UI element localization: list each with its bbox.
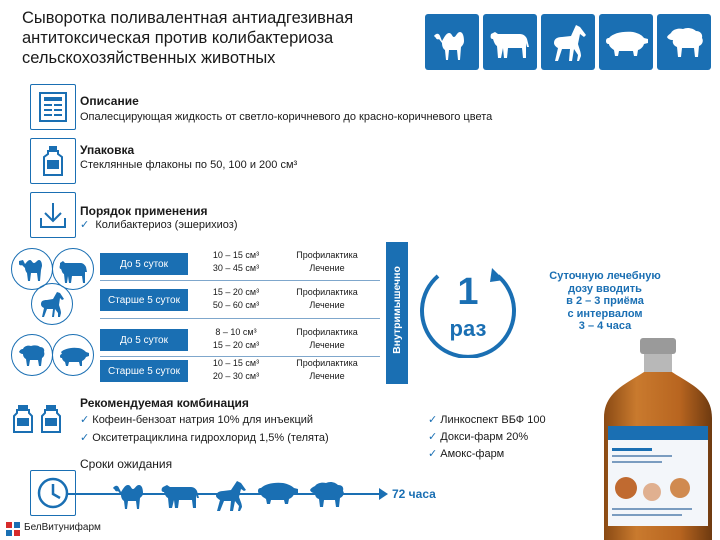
combination-header: Рекомендуемая комбинация bbox=[80, 396, 249, 410]
foal-icon bbox=[31, 283, 73, 325]
dose-3-treatment: 15 – 20 см³ bbox=[212, 340, 260, 350]
dose-2 bbox=[196, 286, 276, 312]
dosing-note-line-1: Суточную лечебную bbox=[549, 270, 661, 282]
packaging-header: Упаковка bbox=[80, 143, 135, 157]
horse-icon bbox=[541, 14, 595, 70]
purpose-1 bbox=[285, 249, 369, 275]
cow-icon bbox=[483, 14, 537, 70]
usage-item-text: Колибактериоз (эшерихиоз) bbox=[95, 219, 238, 231]
dosing-note-line-3: в 2 – 3 приёма bbox=[566, 295, 644, 307]
company-logo-icon bbox=[6, 522, 20, 536]
dose-3-prophylaxis: 8 – 10 см³ bbox=[215, 327, 257, 337]
dose-3 bbox=[196, 326, 276, 352]
company-logo-text: БелВитунифарм bbox=[24, 522, 101, 533]
check-icon: ✓ bbox=[80, 432, 90, 444]
route-bar bbox=[386, 242, 408, 384]
purpose-4-treatment: Лечение bbox=[309, 371, 345, 381]
dose-1 bbox=[196, 249, 276, 275]
combination-left-1-text: Кофеин-бензоат натрия 10% для инъекций bbox=[92, 414, 314, 426]
product-bottle bbox=[596, 338, 720, 540]
combination-right-2 bbox=[428, 430, 528, 443]
download-icon bbox=[30, 192, 76, 238]
dose-2-prophylaxis: 15 – 20 см³ bbox=[212, 287, 260, 297]
lamb-icon bbox=[11, 334, 53, 376]
dose-4-prophylaxis: 10 – 15 см³ bbox=[212, 358, 260, 368]
combination-left-2 bbox=[80, 431, 329, 444]
frequency-number: 1 bbox=[457, 271, 479, 313]
combination-left-1 bbox=[80, 413, 313, 426]
age-label-1: До 5 суток bbox=[100, 253, 188, 275]
bottle-icon bbox=[30, 138, 76, 184]
row-divider bbox=[100, 318, 380, 319]
usage-header: Порядок применения bbox=[80, 204, 208, 218]
age-label-2: Старше 5 суток bbox=[100, 289, 188, 311]
combination-right-3 bbox=[428, 447, 504, 460]
check-icon: ✓ bbox=[428, 448, 438, 460]
usage-item bbox=[80, 218, 238, 231]
purpose-2 bbox=[285, 286, 369, 312]
title-line-2: антитоксическая против колибактериоза bbox=[22, 29, 334, 47]
withdrawal-arrow-line bbox=[66, 493, 380, 495]
purpose-2-treatment: Лечение bbox=[309, 300, 345, 310]
withdrawal-animals bbox=[110, 478, 350, 512]
age-label-4: Старше 5 суток bbox=[100, 360, 188, 382]
purpose-3-prophylaxis: Профилактика bbox=[296, 327, 358, 337]
check-icon: ✓ bbox=[428, 414, 438, 426]
title-line-1: Сыворотка поливалентная антиадгезивная bbox=[22, 9, 354, 27]
camel-icon bbox=[425, 14, 479, 70]
purpose-2-prophylaxis: Профилактика bbox=[296, 287, 358, 297]
dose-4 bbox=[196, 357, 276, 383]
dosing-note bbox=[530, 270, 680, 333]
combination-right-1 bbox=[428, 413, 546, 426]
withdrawal-value: 72 часа bbox=[392, 487, 436, 501]
combination-right-2-text: Докси-фарм 20% bbox=[440, 431, 529, 443]
title-line-3: сельскохозяйственных животных bbox=[22, 49, 276, 67]
dosing-note-line-5: 3 – 4 часа bbox=[578, 320, 632, 332]
purpose-3-treatment: Лечение bbox=[309, 340, 345, 350]
arrow-right-icon bbox=[379, 488, 388, 500]
age-label-3: До 5 суток bbox=[100, 329, 188, 351]
check-icon: ✓ bbox=[80, 414, 90, 426]
page-title bbox=[22, 8, 422, 68]
dose-4-treatment: 20 – 30 см³ bbox=[212, 371, 260, 381]
dose-1-treatment: 30 – 45 см³ bbox=[212, 263, 260, 273]
purpose-1-treatment: Лечение bbox=[309, 263, 345, 273]
combination-right-3-text: Амокс-фарм bbox=[440, 448, 505, 460]
route-label: Внутримышечно bbox=[391, 266, 403, 354]
pig-icon bbox=[256, 478, 300, 506]
dosing-note-line-2: дозу вводить bbox=[568, 282, 642, 295]
check-icon: ✓ bbox=[80, 219, 90, 231]
check-icon: ✓ bbox=[428, 431, 438, 443]
purpose-1-prophylaxis: Профилактика bbox=[296, 250, 358, 260]
purpose-4 bbox=[285, 357, 369, 383]
withdrawal-header: Сроки ожидания bbox=[80, 457, 173, 471]
purpose-3 bbox=[285, 326, 369, 352]
description-text: Опалесцирующая жидкость от светло-коричневого до красно-коричневого цвета bbox=[80, 111, 493, 123]
document-icon bbox=[30, 84, 76, 130]
pig-icon bbox=[599, 14, 653, 70]
packaging-text: Стеклянные флаконы по 50, 100 и 200 см³ bbox=[80, 159, 298, 171]
piglet-icon bbox=[52, 334, 94, 376]
dose-2-treatment: 50 – 60 см³ bbox=[212, 300, 260, 310]
combination-left-2-text: Окситетрациклина гидрохлорид 1,5% (телята) bbox=[92, 432, 329, 444]
purpose-4-prophylaxis: Профилактика bbox=[296, 358, 358, 368]
dose-1-prophylaxis: 10 – 15 см³ bbox=[212, 250, 260, 260]
description-header: Описание bbox=[80, 94, 139, 108]
dosing-note-line-4: с интервалом bbox=[567, 307, 643, 320]
row-divider bbox=[100, 280, 380, 281]
horse-icon bbox=[210, 478, 250, 512]
frequency-unit: раз bbox=[449, 316, 487, 341]
sheep-icon bbox=[657, 14, 711, 70]
combination-right-1-text: Линкоспект ВБФ 100 bbox=[440, 414, 546, 426]
combination-bottles-icon bbox=[11, 404, 67, 434]
